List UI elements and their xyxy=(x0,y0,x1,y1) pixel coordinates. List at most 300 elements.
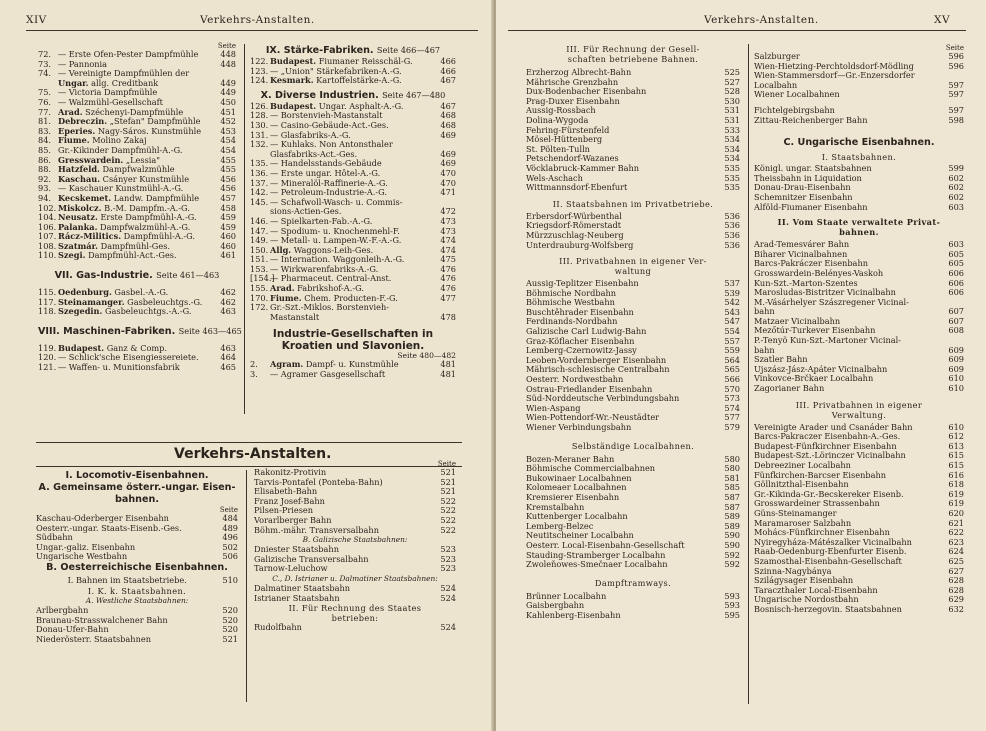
index-entry xyxy=(250,284,456,294)
seite-label: Seite xyxy=(219,506,238,514)
index-entry xyxy=(754,52,964,62)
index-entry xyxy=(38,108,236,118)
seite-label: Seite xyxy=(945,44,964,52)
entry-page: 587 xyxy=(724,492,740,502)
index-entry xyxy=(754,547,964,557)
entry-list xyxy=(754,164,964,212)
entry-title: — Spodium- u. Knochenmehl-F. xyxy=(270,226,400,236)
entry-number xyxy=(38,79,58,89)
entry-title: P.-Tenyö Kun-Szt.-Martoner Vicinal- xyxy=(754,336,902,346)
entry-page: 473 xyxy=(440,216,456,226)
entry-page: 459 xyxy=(220,213,236,223)
entry-page: 464 xyxy=(220,353,236,363)
index-entry xyxy=(754,317,964,327)
entry-page: 573 xyxy=(724,394,740,404)
entry-title: Dux-Bodenbacher Eisenbahn xyxy=(526,87,647,97)
entry-title: Kaschau. Csányer Kunstmühle xyxy=(58,174,190,184)
entry-number: 136. xyxy=(250,168,269,178)
entry-title: Szegedin. Gasbeleuchtgs.-A.-G. xyxy=(58,307,192,317)
entry-title: Gresswardein. „Lessia" xyxy=(58,155,161,165)
index-entry xyxy=(38,251,236,261)
entry-number: 126. xyxy=(250,101,269,111)
entry-page: 467 xyxy=(440,101,456,111)
entry-page: 592 xyxy=(724,560,740,570)
entry-title: Szilágysager Eisenbahn xyxy=(754,576,854,586)
entry-list xyxy=(754,423,964,615)
entry-title: Ungar.-galiz. Eisenbahn xyxy=(36,542,136,552)
entry-list xyxy=(526,455,740,570)
entry-page: 628 xyxy=(948,585,964,595)
entry-page: 528 xyxy=(724,87,740,97)
entry-title: Petschendorf-Wazanes xyxy=(526,154,619,164)
entry-title: Brünner Localbahn xyxy=(526,591,607,601)
entry-page: 452 xyxy=(220,117,236,127)
index-entry xyxy=(254,468,456,478)
entry-page: 610 xyxy=(948,384,964,394)
entry-page: 580 xyxy=(724,454,740,464)
subheading-privatbetriebe: II. Staatsbahnen im Privatbetriebe. xyxy=(552,198,714,209)
index-entry xyxy=(526,317,740,327)
index-entry xyxy=(38,156,236,166)
entry-title: Mösel-Hüttenberg xyxy=(526,135,603,145)
entry-page: 469 xyxy=(440,130,456,140)
entry-page: 524 xyxy=(440,593,456,603)
entry-title: Miskolcz. B.-M. Dampfm.-A.-G. xyxy=(58,203,190,213)
entry-page: 534 xyxy=(724,144,740,154)
entry-page: 619 xyxy=(948,499,964,509)
entry-number: 120. xyxy=(38,353,57,363)
index-entry xyxy=(38,146,236,156)
entry-page: 523 xyxy=(440,545,456,555)
entry-title: Szamosthal-Eisenbahn-Gesellschaft xyxy=(754,556,902,566)
entry-title: — „Union" Stärkefabriken-A.-G. xyxy=(270,66,402,76)
entry-page: 456 xyxy=(220,174,236,184)
subheading-eigener-2: Verwaltung. xyxy=(831,409,887,420)
entry-page: 523 xyxy=(440,554,456,564)
entry-title: bahn xyxy=(754,345,775,355)
entry-title: Wiener Verbindungsbahn xyxy=(526,423,632,432)
entry-page: 496 xyxy=(222,533,238,543)
entry-list xyxy=(36,606,238,644)
entry-page: 460 xyxy=(220,241,236,251)
index-entry xyxy=(250,246,456,256)
entry-number xyxy=(250,313,270,323)
entry-page: 606 xyxy=(948,278,964,288)
entry-page: 522 xyxy=(440,515,456,525)
index-entry xyxy=(754,509,964,519)
entry-page: 449 xyxy=(220,78,236,88)
entry-list xyxy=(526,592,740,621)
index-entry xyxy=(36,533,238,543)
index-entry xyxy=(36,606,238,616)
entry-title: Glasfabriks-Act.-Ges. xyxy=(270,149,358,159)
index-entry xyxy=(254,497,456,507)
entry-page: 457 xyxy=(220,193,236,203)
index-entry xyxy=(254,584,456,594)
entry-title: Ungarische Westbahn xyxy=(36,552,128,562)
entry-title: Königl. ungar. Staatsbahnen xyxy=(754,164,872,174)
index-entry xyxy=(38,79,236,89)
entry-title: — Erste ungar. Hôtel-A.-G. xyxy=(270,168,381,178)
index-entry xyxy=(526,464,740,474)
index-entry xyxy=(250,140,456,150)
entry-number: 104. xyxy=(38,213,57,223)
entry-number: 93. xyxy=(38,184,52,194)
entry-title: Budapest-Fünfkirchner Eisenbahn xyxy=(754,441,897,451)
entry-title: sions-Actien-Ges. xyxy=(270,207,342,217)
entry-page xyxy=(960,71,964,81)
entry-title: Bozen-Meraner Bahn xyxy=(526,454,615,464)
entry-title: Szatmár. Dampfmühl-Ges. xyxy=(58,241,170,251)
entry-page: 590 xyxy=(724,540,740,550)
index-entry xyxy=(526,212,740,222)
index-entry xyxy=(36,524,238,534)
index-entry xyxy=(754,538,964,548)
entry-page: 585 xyxy=(724,483,740,493)
index-entry xyxy=(526,327,740,337)
index-entry xyxy=(526,551,740,561)
entry-title: Wels-Aschach xyxy=(526,173,583,183)
index-entry xyxy=(526,221,740,231)
index-entry xyxy=(526,164,740,174)
entry-list xyxy=(254,545,456,574)
entry-number: 117. xyxy=(38,297,57,307)
entry-title: Barcs-Pakráczer Eisenbahn xyxy=(754,259,868,269)
entry-number: 73. xyxy=(38,59,52,69)
entry-page: 521 xyxy=(440,468,456,477)
entry-page: 456 xyxy=(220,184,236,194)
page-ref: 510 xyxy=(222,574,238,585)
index-entry xyxy=(754,307,964,317)
entry-page: 523 xyxy=(440,564,456,574)
entry-number: 74. xyxy=(38,69,52,79)
entry-page: 521 xyxy=(440,477,456,487)
entry-page: 468 xyxy=(440,120,456,130)
index-entry xyxy=(38,127,236,137)
entry-title: Oesterr. Nordwestbahn xyxy=(526,375,624,385)
entry-number: 92. xyxy=(38,174,52,184)
entry-title: Taraczthaler Local-Eisenbahn xyxy=(754,585,878,595)
entry-page: 536 xyxy=(724,221,740,231)
entry-title: Mezőtúr-Turkever Eisenbahn xyxy=(754,326,876,336)
index-entry xyxy=(754,183,964,193)
entry-number: 2. xyxy=(250,360,258,370)
entry-page: 596 xyxy=(948,61,964,71)
entry-page: 533 xyxy=(724,125,740,135)
entry-title: Böhm.-mähr. Transversalbahn xyxy=(254,525,379,535)
entry-page: 476 xyxy=(440,284,456,294)
entry-title: Arad. Fabrikshof-A.-G. xyxy=(270,284,364,294)
entry-number: 137. xyxy=(250,178,269,188)
index-entry xyxy=(526,298,740,308)
index-entry xyxy=(754,374,964,384)
entry-number: 170. xyxy=(250,293,269,303)
index-entry xyxy=(526,154,740,164)
column-c xyxy=(36,470,238,644)
entry-title: Südbahn xyxy=(36,533,73,543)
index-entry xyxy=(38,88,236,98)
entry-list xyxy=(754,106,964,125)
entry-page xyxy=(960,336,964,346)
index-entry xyxy=(38,175,236,185)
index-entry xyxy=(250,313,456,323)
entry-page: 454 xyxy=(220,145,236,155)
entry-title: Ferdinands-Nordbahn xyxy=(526,317,618,327)
entry-title: Galizische Carl Ludwig-Bahn xyxy=(526,327,647,337)
entry-title: Budapest. Ganz & Comp. xyxy=(58,343,167,353)
entry-page: 602 xyxy=(948,183,964,193)
entry-page: 596 xyxy=(948,52,964,61)
entry-number: 119. xyxy=(38,343,57,353)
entry-title: Bukowinaer Localbahnen xyxy=(526,473,632,483)
index-entry xyxy=(38,69,236,79)
section-heading-viii xyxy=(38,325,242,338)
entry-page: 597 xyxy=(948,105,964,115)
entry-page: 610 xyxy=(948,422,964,432)
entry-page: 619 xyxy=(948,489,964,499)
entry-page: 531 xyxy=(724,106,740,116)
entry-page: 616 xyxy=(948,470,964,480)
entry-page: 453 xyxy=(220,126,236,136)
index-entry xyxy=(526,116,740,126)
entry-number xyxy=(250,150,270,160)
entry-page: 612 xyxy=(948,432,964,442)
heading-ungarische: C. Ungarische Eisenbahnen. xyxy=(783,137,935,149)
entry-title: Grosswardein-Belényes-Vaskoh xyxy=(754,268,884,278)
index-entry xyxy=(526,97,740,107)
entry-title: Franz Josef-Bahn xyxy=(254,496,325,506)
index-entry xyxy=(526,279,740,289)
entry-title: Fichtelgebirgsbahn xyxy=(754,105,835,115)
entry-page: 565 xyxy=(724,365,740,375)
index-entry xyxy=(250,303,456,313)
index-entry xyxy=(526,375,740,385)
entry-title: Allg. Waggons-Leih-Ges. xyxy=(270,245,374,255)
entry-title: Vorarlberger Bahn xyxy=(254,515,332,525)
entry-number: 106. xyxy=(38,222,57,232)
index-entry xyxy=(36,514,238,524)
entry-title: Vinkovce-Brčkaer Localbahn xyxy=(754,374,874,384)
index-entry xyxy=(754,423,964,433)
entry-title: Arad. Széchenyi-Dampfmühle xyxy=(58,107,184,117)
index-entry xyxy=(38,194,236,204)
index-entry xyxy=(38,204,236,214)
entry-title: Rakonitz-Protivin xyxy=(254,468,327,477)
entry-title: Biharer Vicinalbahnen xyxy=(754,249,848,259)
entry-page: 625 xyxy=(948,556,964,566)
entry-page: 455 xyxy=(220,165,236,175)
entry-number: 118. xyxy=(38,307,57,317)
index-entry xyxy=(38,288,236,298)
entry-title: Szinna-Nagybánya xyxy=(754,566,832,576)
entry-page: 481 xyxy=(440,360,456,370)
running-title-right: Verkehrs-Anstalten. xyxy=(704,14,819,26)
index-entry xyxy=(254,516,456,526)
index-entry xyxy=(526,87,740,97)
entry-number: [154.] xyxy=(250,274,275,284)
entry-title: Rudolfbahn xyxy=(254,623,302,633)
entry-title: Aussig-Teplitzer Eisenbahn xyxy=(526,279,639,289)
entry-title: Palanka. Dampfwalzmühl-A.-G. xyxy=(58,222,191,232)
entry-page: 466 xyxy=(440,57,456,66)
page-number-left: XIV xyxy=(26,14,47,26)
index-entry xyxy=(754,557,964,567)
entry-list xyxy=(526,68,740,193)
croatia-pages: Seite 480—482 xyxy=(397,351,456,361)
entry-title: Kriegsdorf-Römerstadt xyxy=(526,221,622,231)
entry-title: Galizische Transversalbahn xyxy=(254,554,369,564)
entry-title: Göllnitzthal-Eisenbahn xyxy=(754,480,849,490)
index-entry xyxy=(754,174,964,184)
index-entry xyxy=(754,451,964,461)
entry-title: Aussig-Rossbach xyxy=(526,106,596,116)
entry-title: Raab-Oedenburg-Ebenfurter Eisenb. xyxy=(754,547,907,557)
entry-page: 543 xyxy=(724,307,740,317)
index-entry xyxy=(526,394,740,404)
entry-page: 530 xyxy=(724,96,740,106)
entry-title: Pilsen-Priesen xyxy=(254,506,314,516)
entry-page: 521 xyxy=(222,634,238,644)
entry-page xyxy=(232,69,236,79)
entry-title: — Handelsstands-Gebäude xyxy=(270,159,382,169)
index-entry xyxy=(754,269,964,279)
entry-number: 145. xyxy=(250,197,269,207)
entry-title: Elisabeth-Bahn xyxy=(254,487,318,497)
entry-list xyxy=(754,240,964,394)
index-entry xyxy=(754,279,964,289)
entry-title: Gr.-Kikinder Dampfmühl-A.-G. xyxy=(58,145,183,155)
entry-title: Niederösterr. Staatsbahnen xyxy=(36,634,151,644)
entry-number: 108. xyxy=(38,241,57,251)
entry-title: Ujszász-Jász-Apáter Vicinalbahn xyxy=(754,364,888,374)
index-entry xyxy=(526,560,740,570)
section-title: VII. Gas-Industrie. xyxy=(54,270,153,282)
entry-number: 128. xyxy=(250,111,269,121)
entry-title: Debreczin. „Stefan" Dampfmühle xyxy=(58,117,201,127)
index-entry xyxy=(526,541,740,551)
right-page xyxy=(496,0,986,731)
entry-page: 570 xyxy=(724,384,740,394)
index-entry xyxy=(754,586,964,596)
entry-number: 142. xyxy=(250,188,269,198)
entry-title: — Schafwoll-Wasch- u. Commis- xyxy=(270,197,403,207)
entry-page: 559 xyxy=(724,346,740,356)
entry-list xyxy=(38,288,236,317)
entry-title: — Internation. Waggonleih-A.-G. xyxy=(270,255,405,265)
subheading-staatsbetrieb xyxy=(36,574,238,586)
entry-number: 124. xyxy=(250,76,269,86)
running-title-left: Verkehrs-Anstalten. xyxy=(200,14,315,26)
section-rule xyxy=(36,442,462,443)
croatia-heading-line1: Industrie-Gesellschaften in xyxy=(272,328,434,341)
entry-page: 615 xyxy=(948,451,964,461)
entry-title: Hatzfeld. Dampfwalzmühle xyxy=(58,165,175,175)
entry-page: 593 xyxy=(724,601,740,611)
subheading-text: I. Bahnen im Staatsbetriebe. xyxy=(67,574,187,585)
entry-number: 153. xyxy=(250,264,269,274)
entry-title: Mastanstalt xyxy=(270,312,320,322)
entry-page: 448 xyxy=(220,50,236,59)
entry-title: — Victoria Dampfmühle xyxy=(58,88,158,98)
entry-title: — Mineralöl-Raffinerie-A.-G. xyxy=(270,178,388,188)
index-entry xyxy=(526,385,740,395)
header-rule xyxy=(26,30,478,31)
entry-title: Salzburger xyxy=(754,52,800,61)
entry-number: 147. xyxy=(250,226,269,236)
index-entry xyxy=(754,442,964,452)
entry-title: Leoben-Vordernberger Eisenbahn xyxy=(526,355,667,365)
entry-page: 607 xyxy=(948,316,964,326)
index-entry xyxy=(754,116,964,126)
entry-page: 461 xyxy=(220,251,236,261)
column-f xyxy=(754,44,964,615)
entry-page: 522 xyxy=(440,506,456,516)
entry-title: Localbahn xyxy=(754,80,798,90)
entry-title: St. Pölten-Tulln xyxy=(526,144,590,154)
entry-page: 534 xyxy=(724,135,740,145)
entry-page: 580 xyxy=(724,464,740,474)
index-entry xyxy=(250,121,456,131)
entry-title: Donau-Ufer-Bahn xyxy=(36,625,109,635)
index-entry xyxy=(38,184,236,194)
entry-page: 607 xyxy=(948,307,964,317)
entry-title: Fehring-Fürstenfeld xyxy=(526,125,610,135)
entry-number: 135. xyxy=(250,159,269,169)
index-entry xyxy=(526,512,740,522)
subheading-westliche: A. Westliche Staatsbahnen: xyxy=(85,595,189,605)
entry-page: 467 xyxy=(440,76,456,86)
entry-page: 520 xyxy=(222,605,238,615)
index-entry xyxy=(36,552,238,562)
entry-page: 620 xyxy=(948,508,964,518)
index-entry xyxy=(38,60,236,70)
entry-title: — Wirkwarenfabriks-A.-G. xyxy=(270,264,379,274)
heading-oesterreichische: B. Oesterreichische Eisenbahnen. xyxy=(46,561,228,573)
entry-page: 469 xyxy=(440,159,456,169)
index-entry xyxy=(754,605,964,615)
entry-list xyxy=(526,279,740,433)
entry-list xyxy=(254,623,456,633)
entry-page: 536 xyxy=(724,230,740,240)
entry-page: 472 xyxy=(440,207,456,217)
index-entry xyxy=(754,326,964,336)
entry-title: — Kaschauer Kunstmühl-A.-G. xyxy=(58,184,184,194)
entry-number: 150. xyxy=(250,245,269,255)
column-a xyxy=(38,42,242,373)
index-entry xyxy=(754,346,964,356)
entry-title: Neutitscheiner Localbahn xyxy=(526,531,634,541)
entry-title: Ungar. allg. Creditbank xyxy=(58,78,159,88)
entry-page: 471 xyxy=(440,188,456,198)
section-heading-x xyxy=(250,89,456,102)
entry-number: 88. xyxy=(38,165,52,175)
entry-page: 450 xyxy=(220,97,236,107)
index-entry xyxy=(38,363,236,373)
entry-title: Mohács-Fünfkirchner Eisenbahn xyxy=(754,528,890,538)
entry-page: 597 xyxy=(948,80,964,90)
entry-title: Debreeziner Localbahn xyxy=(754,461,851,470)
index-entry xyxy=(250,150,456,160)
entry-title: Kesmark. Kartoffelstärke-A.-G. xyxy=(270,76,402,86)
entry-list xyxy=(526,212,740,250)
subheading-gesellschaften-2: schaften betriebene Bahnen. xyxy=(567,54,699,64)
subheading-verwaltete-1: II. Vom Staate verwaltete Privat- xyxy=(777,217,941,228)
entry-page: 627 xyxy=(948,566,964,576)
index-entry xyxy=(250,265,456,275)
entry-page: 460 xyxy=(220,232,236,242)
entry-page: 590 xyxy=(724,531,740,541)
index-entry xyxy=(526,126,740,136)
